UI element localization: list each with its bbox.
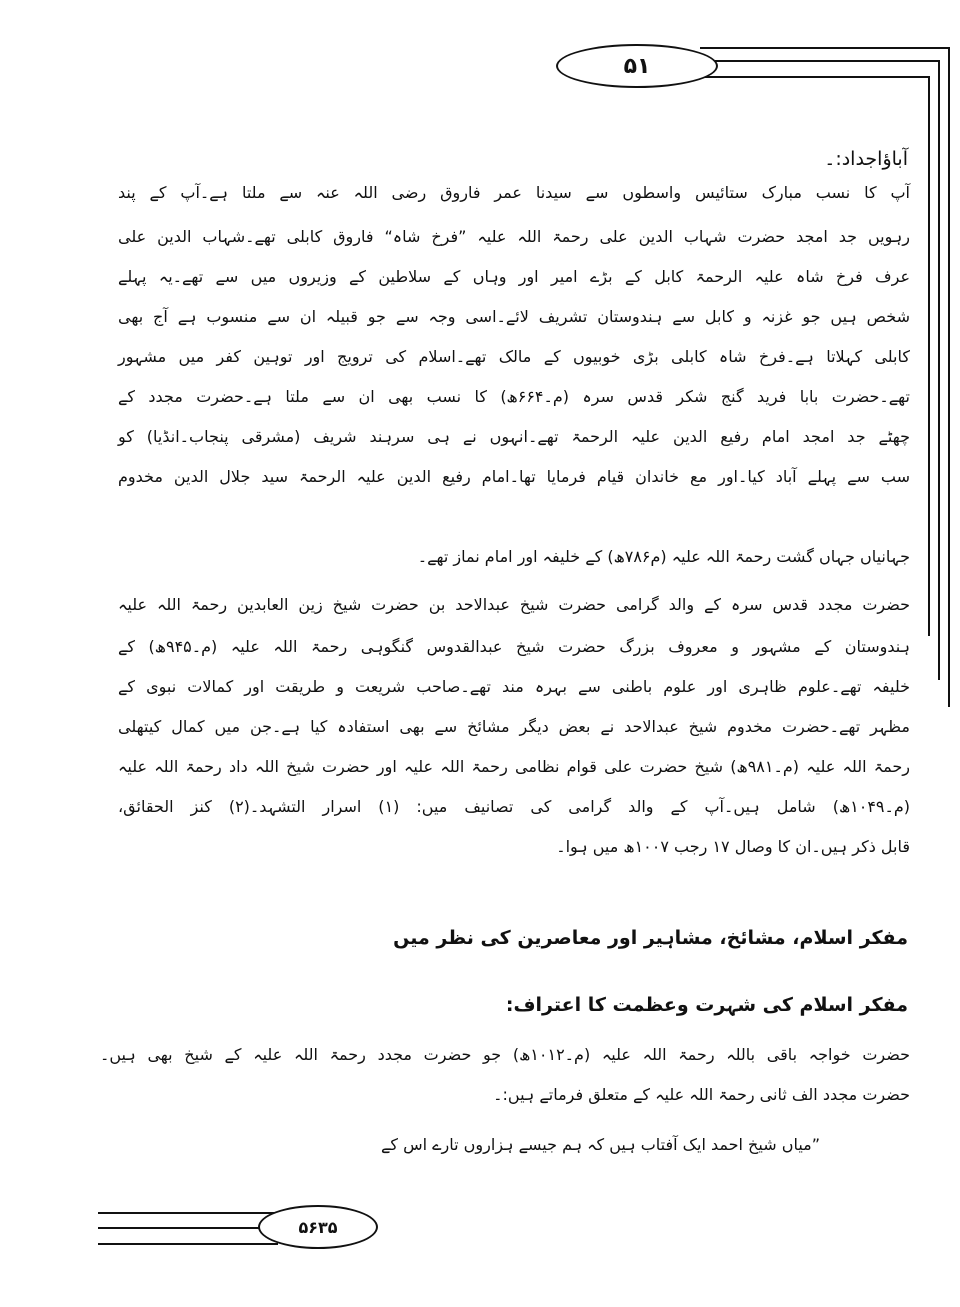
- paragraph-line: حضرت مجدد الف ثانی رحمۃ اللہ علیہ کے متعلق فرماتے ہیں:۔: [493, 1085, 910, 1104]
- frame-line: [98, 1227, 268, 1229]
- paragraph-line: رحمۃ اللہ علیہ (م۔۹۸۱ھ) شیخ حضرت علی قوام نظامی رحمۃ اللہ علیہ اور حضرت شیخ اللہ داد رحمۃ اللہ علیہ: [118, 757, 910, 776]
- paragraph-line: جہانیاں جہاں گشت رحمۃ اللہ علیہ (م۷۸۶ھ) کے خلیفہ اور امام نماز تھے۔: [417, 547, 910, 566]
- paragraph-line: آپ کا نسب مبارک ستائیس واسطوں سے سیدنا عمر فاروق رضی اللہ عنہ سے ملتا ہے۔آپ کے پند: [118, 183, 910, 202]
- quote-line: ”میاں شیخ احمد ایک آفتاب ہیں کہ ہم جیسے ہزاروں تارے اس کے: [381, 1135, 820, 1154]
- paragraph-line: ہندوستان کے مشہور و معروف بزرگ حضرت شیخ عبدالقدوس گنگوہی رحمۃ اللہ علیہ (م۔۹۴۵ھ) کے: [118, 637, 910, 656]
- frame-line: [938, 60, 940, 680]
- paragraph-line: چھٹے جد امجد امام رفیع الدین علیہ الرحمۃ تھے۔انہوں نے ہی سرہند شریف (مشرقی پنجاب۔انڈیا) کو: [118, 427, 910, 446]
- paragraph-line: مظہر تھے۔حضرت مخدوم شیخ عبدالاحد نے بعض دیگر مشائخ سے بھی استفادہ کیا ہے۔جن میں کمال کیتھلی: [118, 717, 910, 736]
- section-heading-acknowledgement: مفکر اسلام کی شہرت وعظمت کا اعتراف:: [505, 994, 908, 1016]
- paragraph-line: حضرت خواجہ باقی باللہ رحمۃ اللہ علیہ (م۔۱۰۱۲ھ) جو حضرت مجدد رحمۃ اللہ علیہ کے شیخ بھی ہیں۔: [100, 1045, 911, 1064]
- paragraph-line: کابلی کہلاتا ہے۔فرخ شاہ کابلی بڑی خوبیوں کے مالک تھے۔اسلام کی ترویج اور توہین کفر میں مشہور: [118, 347, 910, 366]
- paragraph-line: سب سے پہلے آباد کیا۔اور مع خاندان قیام فرمایا تھا۔امام رفیع الدین علیہ الرحمۃ سید جلال الدین مخدوم: [118, 467, 910, 486]
- paragraph-line: تھے۔حضرت بابا فرید گنج شکر قدس سرہ (م۔۶۶۴ھ) کا نسب بھی ان سے ملتا ہے۔حضرت مجدد کے: [118, 387, 910, 406]
- paragraph-line: خلیفہ تھے۔علوم ظاہری اور علوم باطنی سے بہرہ مند تھے۔صاحب شریعت و طریقت اور کمالات نبوی کے: [118, 677, 910, 696]
- paragraph-line: حضرت مجدد قدس سرہ کے والد گرامی حضرت شیخ عبدالاحد بن حضرت شیخ زین العابدین رحمۃ اللہ علیہ: [118, 595, 910, 614]
- frame-line: [715, 60, 940, 62]
- paragraph-line: (م۔۱۰۴۹ھ) شامل ہیں۔آپ کے والد گرامی کی تصانیف میں: (۱) اسرار التشہد۔(۲) کنز الحقائق،: [118, 797, 911, 816]
- paragraph-line: رہویں جد امجد حضرت شہاب الدین علی رحمۃ اللہ علیہ ”فرخ شاہ“ فاروق کابلی تھے۔شہاب الدین علی: [118, 227, 910, 246]
- paragraph-line: قابل ذکر ہیں۔ان کا وصال ۱۷ رجب ۱۰۰۷ھ میں ہوا۔: [556, 837, 910, 856]
- paragraph-line: عرف فرخ شاہ علیہ الرحمۃ کابل کے بڑے امیر اور وہاں کے سلاطین کے وزیروں میں سے تھے۔یہ پہلے: [118, 267, 910, 286]
- section-heading-views: مفکر اسلام، مشائخ، مشاہیر اور معاصرین کی نظر میں: [393, 927, 908, 949]
- frame-line: [98, 1243, 278, 1245]
- frame-line: [700, 47, 950, 49]
- footer-number-badge: ۵۶۳۵: [258, 1205, 378, 1249]
- frame-line: [700, 76, 930, 78]
- page-number-badge: ۵۱: [556, 44, 718, 88]
- frame-line: [928, 76, 930, 636]
- section-heading-ancestors: آباؤاجداد:۔: [824, 148, 908, 170]
- paragraph-line: شخص ہیں جو غزنہ و کابل سے ہندوستان تشریف لائے۔اسی وجہ سے جو قبیلہ ان سے منسوب ہے آج بھی: [118, 307, 910, 326]
- frame-line: [948, 47, 950, 707]
- frame-line: [98, 1212, 278, 1214]
